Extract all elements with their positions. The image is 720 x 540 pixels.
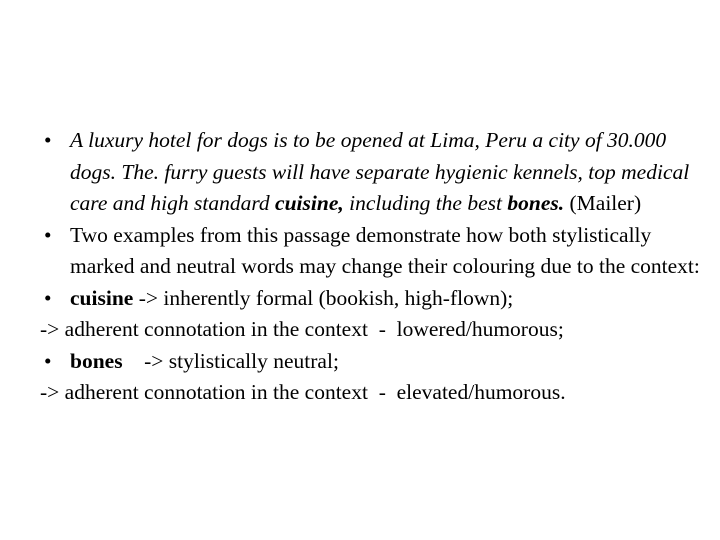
bullet-marker: • — [44, 128, 52, 152]
term-bones: bones — [70, 348, 123, 373]
bullet-item-quote — [40, 125, 708, 220]
quote-part-1: A luxury hotel for dogs is to be opened at Lima, Peru a city of 30.000 dogs. The. furry guests will have separate hygienic kennels, top medical care and high standard — [70, 128, 690, 215]
slide-body — [40, 125, 708, 409]
bullet-item-cuisine — [40, 283, 708, 315]
bullet-marker: • — [44, 285, 52, 310]
term-cuisine: cuisine — [70, 285, 134, 310]
quote-text — [70, 125, 708, 220]
quote-word-bones: bones. — [507, 191, 565, 215]
bullet-marker: • — [44, 348, 52, 373]
quote-source: (Mailer) — [564, 191, 642, 215]
examples-text: Two examples from this passage demonstrate how both stylistically marked and neutral words may change their colouring due to the context: — [70, 222, 700, 278]
quote-part-2: including the best — [343, 191, 508, 215]
cuisine-text — [70, 283, 708, 315]
bones-description: -> stylistically neutral; — [122, 348, 339, 373]
bones-connotation-line: -> adherent connotation in the context - elevated/humorous. — [40, 380, 566, 404]
cuisine-description: -> inherently formal (bookish, high-flown); — [133, 285, 514, 310]
bullet-marker: • — [44, 222, 52, 247]
cuisine-connotation-line: -> adherent connotation in the context - lowered/humorous; — [40, 317, 564, 341]
quote-word-cuisine: cuisine, — [275, 191, 344, 215]
bones-text — [70, 346, 708, 378]
bullet-item-examples — [40, 220, 708, 283]
bullet-item-bones — [40, 346, 708, 378]
